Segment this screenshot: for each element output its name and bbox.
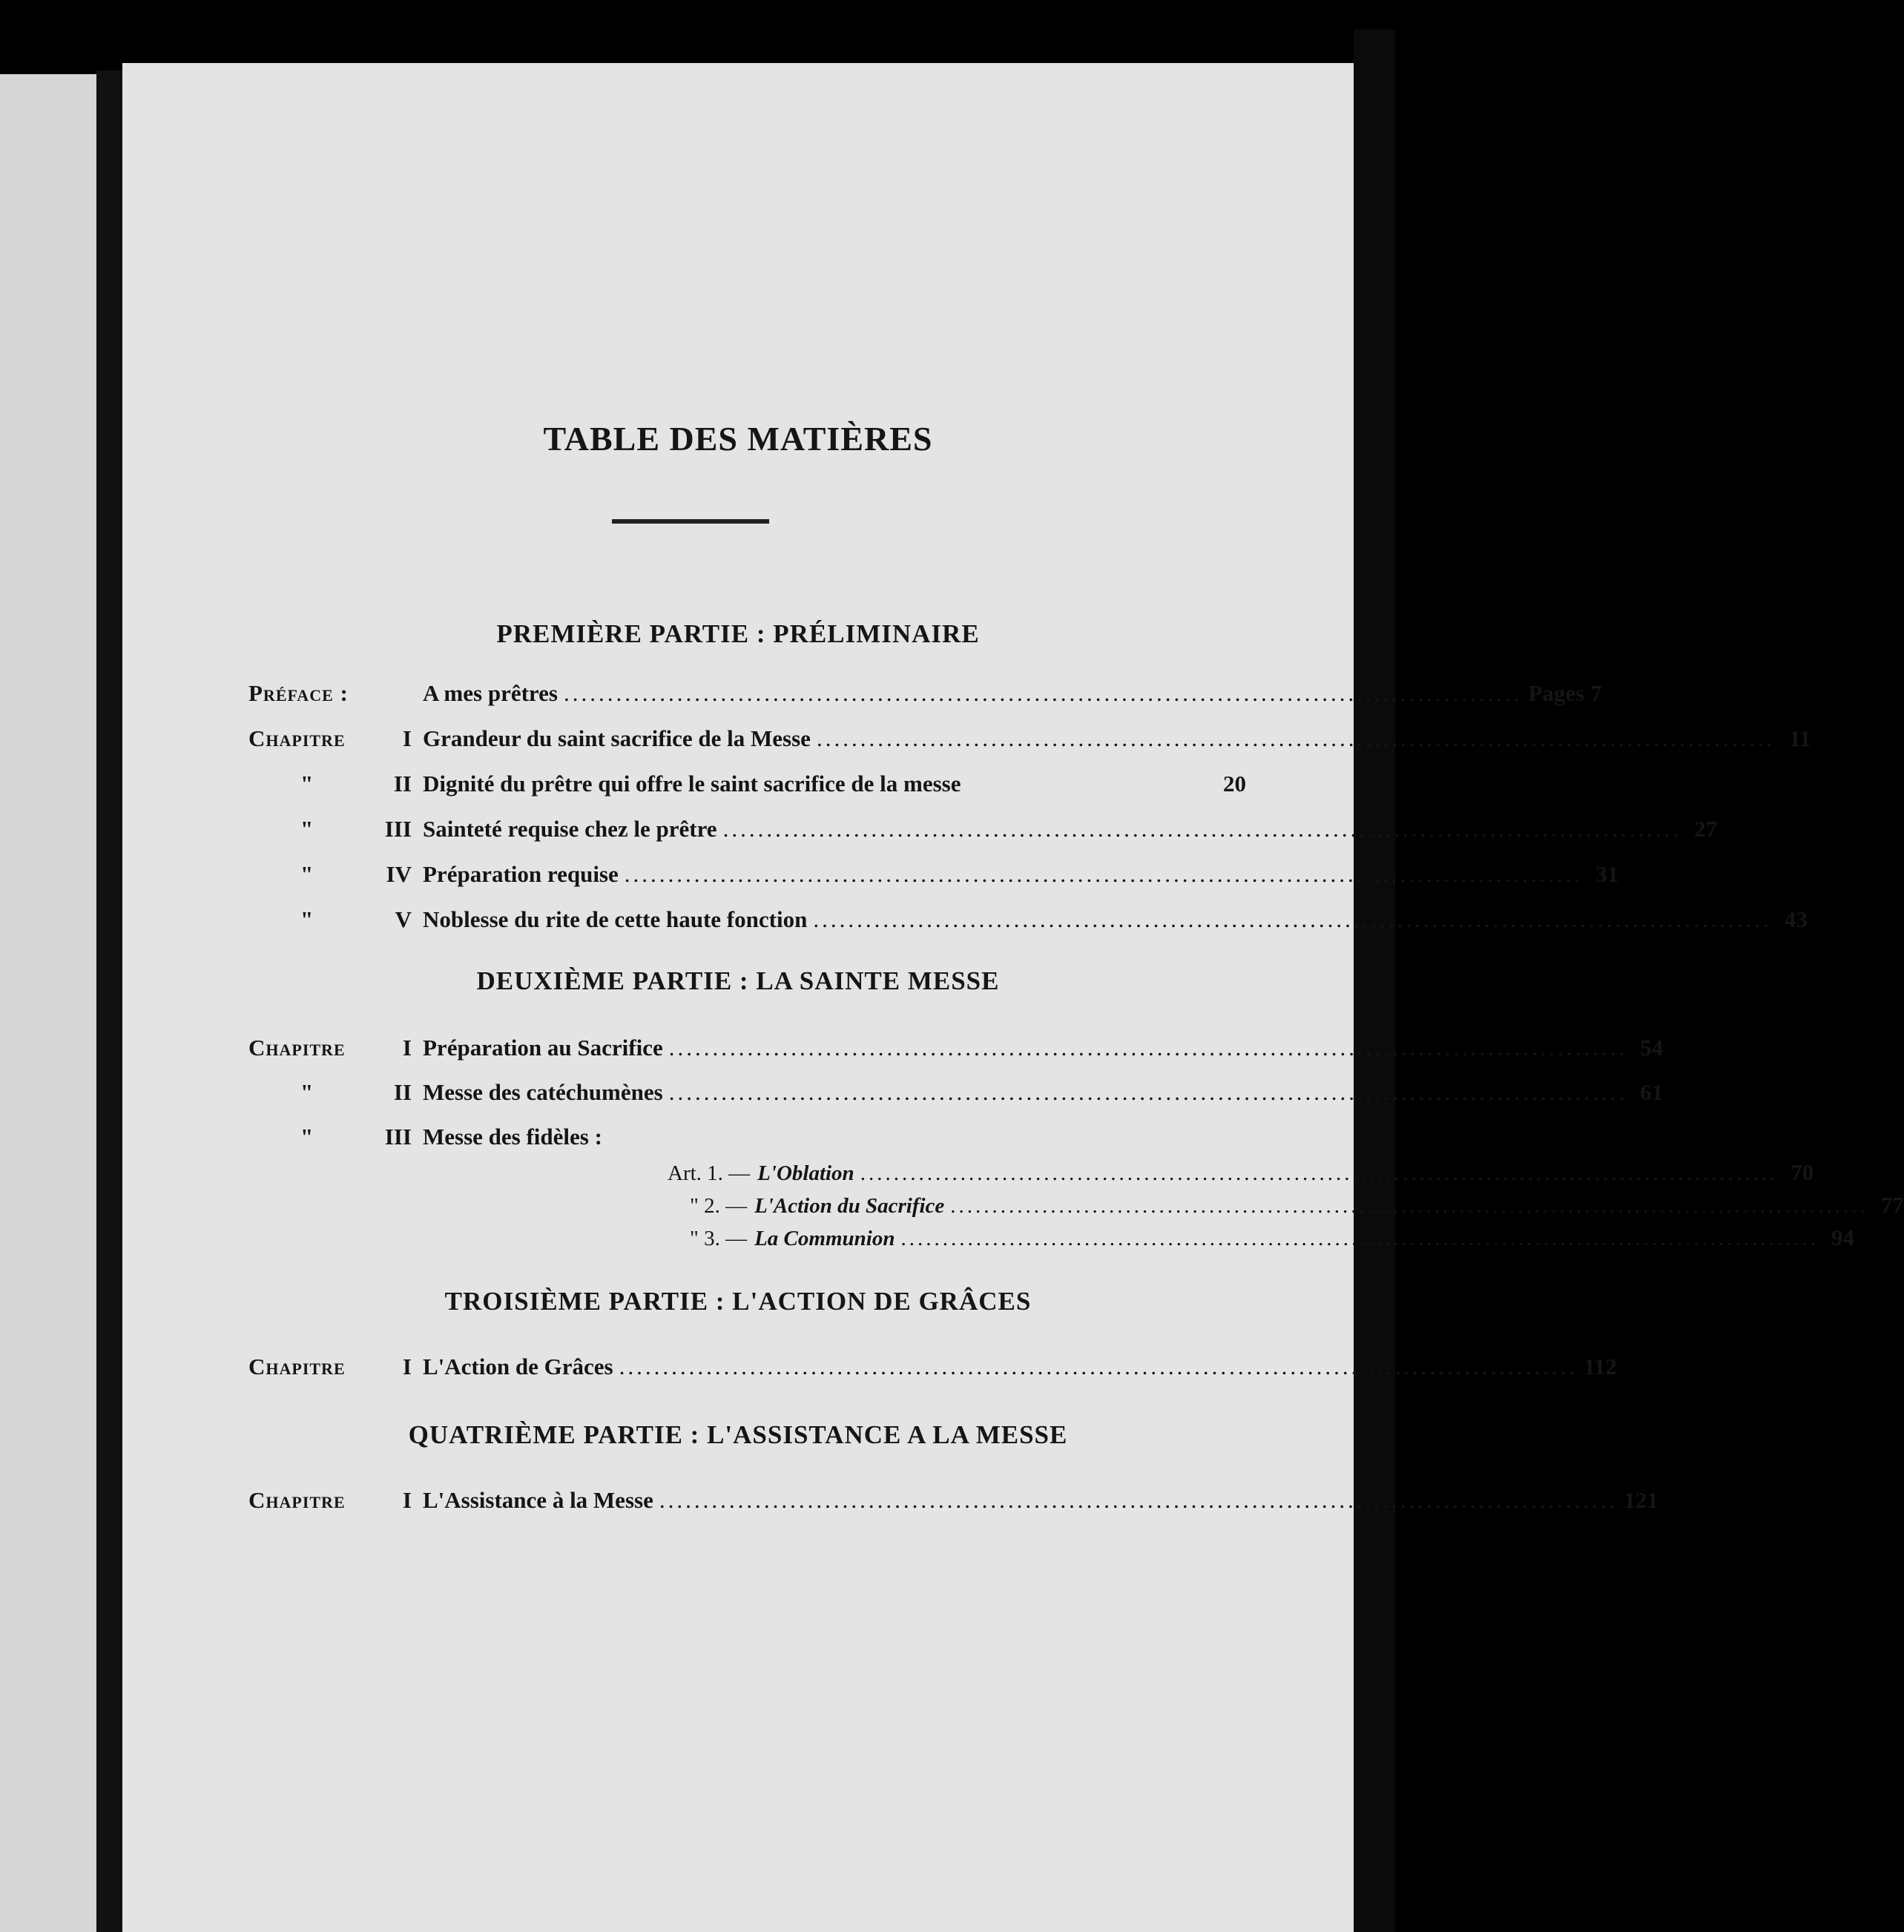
entry-page: 27 xyxy=(1694,816,1718,842)
entry-number: III xyxy=(384,1124,412,1150)
entry-number: III xyxy=(384,816,412,842)
entry-title: A mes prêtres xyxy=(423,680,558,706)
toc-article xyxy=(668,1192,1904,1220)
dot-leader: .............................................................................................................. xyxy=(668,1035,1628,1061)
toc-entry xyxy=(248,861,1619,892)
article-title: La Communion xyxy=(754,1227,895,1250)
adjacent-page-edge xyxy=(0,74,96,1932)
entry-title: Messe des fidèles : xyxy=(423,1124,602,1150)
entry-number: V xyxy=(395,906,412,932)
dot-leader: .............................................................................................................. xyxy=(668,1079,1628,1105)
article-title: L'Action du Sacrifice xyxy=(754,1194,945,1218)
toc-entry xyxy=(248,771,1246,802)
dot-leader: .............................................................................................................. xyxy=(563,680,1523,706)
toc-article xyxy=(668,1159,1814,1187)
table-of-contents-page xyxy=(122,63,1904,1932)
dot-leader: .............................................................................................................. xyxy=(619,1354,1578,1379)
dot-leader: .............................................................................................................. xyxy=(813,906,1772,932)
entry-page: 61 xyxy=(1640,1079,1664,1105)
entry-label: Chapitre xyxy=(248,1035,346,1061)
entry-title: Sainteté requise chez le prêtre xyxy=(423,816,717,842)
dot-leader: .............................................................................................................. xyxy=(659,1487,1618,1513)
entry-title: Messe des catéchumènes xyxy=(423,1079,663,1105)
entry-title: Grandeur du saint sacrifice de la Messe xyxy=(423,725,811,751)
article-label: " 3. — xyxy=(690,1227,748,1250)
entry-number: II xyxy=(393,771,412,797)
part-heading-3: TROISIÈME PARTIE : L'ACTION DE GRÂCES xyxy=(444,1287,1032,1316)
article-page: 94 xyxy=(1831,1224,1854,1250)
toc-entry xyxy=(248,1487,1658,1518)
toc-entry xyxy=(248,725,1811,756)
ditto-mark: " xyxy=(300,861,314,887)
entry-label: Chapitre xyxy=(248,725,346,751)
toc-entry xyxy=(248,1079,1664,1110)
entry-page: 54 xyxy=(1640,1035,1664,1061)
toc-article xyxy=(668,1224,1854,1253)
entry-title: Préparation requise xyxy=(423,861,619,887)
toc-entry xyxy=(248,816,1718,847)
page-title: TABLE DES MATIÈRES xyxy=(543,420,933,458)
entry-page: 112 xyxy=(1584,1354,1617,1379)
ditto-mark: " xyxy=(300,906,314,932)
title-divider xyxy=(612,519,769,524)
entry-page: 31 xyxy=(1595,861,1619,887)
entry-title: Dignité du prêtre qui offre le saint sacrifice de la messe xyxy=(423,771,961,797)
article-label: Art. 1. — xyxy=(668,1161,751,1185)
toc-entry-preface xyxy=(248,680,1602,711)
entry-title: Noblesse du rite de cette haute fonction xyxy=(423,906,808,932)
toc-entry xyxy=(248,906,1808,937)
entry-number: I xyxy=(402,1354,412,1379)
entry-page: 121 xyxy=(1624,1487,1658,1513)
dot-leader: .............................................................................................................. xyxy=(860,1161,1779,1185)
dot-leader: .............................................................................................................. xyxy=(624,861,1584,887)
entry-page: 11 xyxy=(1789,725,1811,751)
entry-page: Pages 7 xyxy=(1528,680,1602,706)
article-title: L'Oblation xyxy=(757,1161,854,1185)
entry-label: Chapitre xyxy=(248,1487,346,1513)
book-gutter xyxy=(96,70,122,1932)
entry-title: Préparation au Sacrifice xyxy=(423,1035,663,1061)
entry-label: Chapitre xyxy=(248,1354,346,1379)
article-page: 70 xyxy=(1791,1159,1814,1185)
entry-title: L'Assistance à la Messe xyxy=(423,1487,653,1513)
ditto-mark: " xyxy=(300,816,314,842)
dot-leader: .............................................................................................................. xyxy=(722,816,1682,842)
entry-number: I xyxy=(402,1487,412,1513)
dot-leader: .............................................................................................................. xyxy=(816,725,1776,751)
ditto-mark: " xyxy=(300,771,314,797)
part-heading-2: DEUXIÈME PARTIE : LA SAINTE MESSE xyxy=(476,966,1000,995)
ditto-mark: " xyxy=(300,1124,314,1150)
part-heading-1: PREMIÈRE PARTIE : PRÉLIMINAIRE xyxy=(496,619,980,648)
entry-page: 20 xyxy=(1223,771,1246,797)
entry-page: 43 xyxy=(1784,906,1808,932)
entry-title: L'Action de Grâces xyxy=(423,1354,613,1379)
article-page: 77 xyxy=(1880,1192,1904,1218)
part-heading-4: QUATRIÈME PARTIE : L'ASSISTANCE A LA MESSE xyxy=(408,1420,1068,1449)
entry-number: II xyxy=(393,1079,412,1105)
dot-leader: .............................................................................................................. xyxy=(900,1227,1819,1250)
toc-entry xyxy=(248,1354,1617,1385)
toc-entry xyxy=(248,1124,1246,1155)
ditto-mark: " xyxy=(300,1079,314,1105)
dot-leader: .............................................................................................................. xyxy=(950,1194,1868,1218)
toc-entry xyxy=(248,1035,1664,1066)
entry-number: I xyxy=(402,725,412,751)
article-label: " 2. — xyxy=(690,1194,748,1218)
entry-number: I xyxy=(402,1035,412,1061)
scan-border xyxy=(1354,30,1395,1932)
entry-number: IV xyxy=(386,861,412,887)
entry-label: Préface : xyxy=(248,680,349,706)
